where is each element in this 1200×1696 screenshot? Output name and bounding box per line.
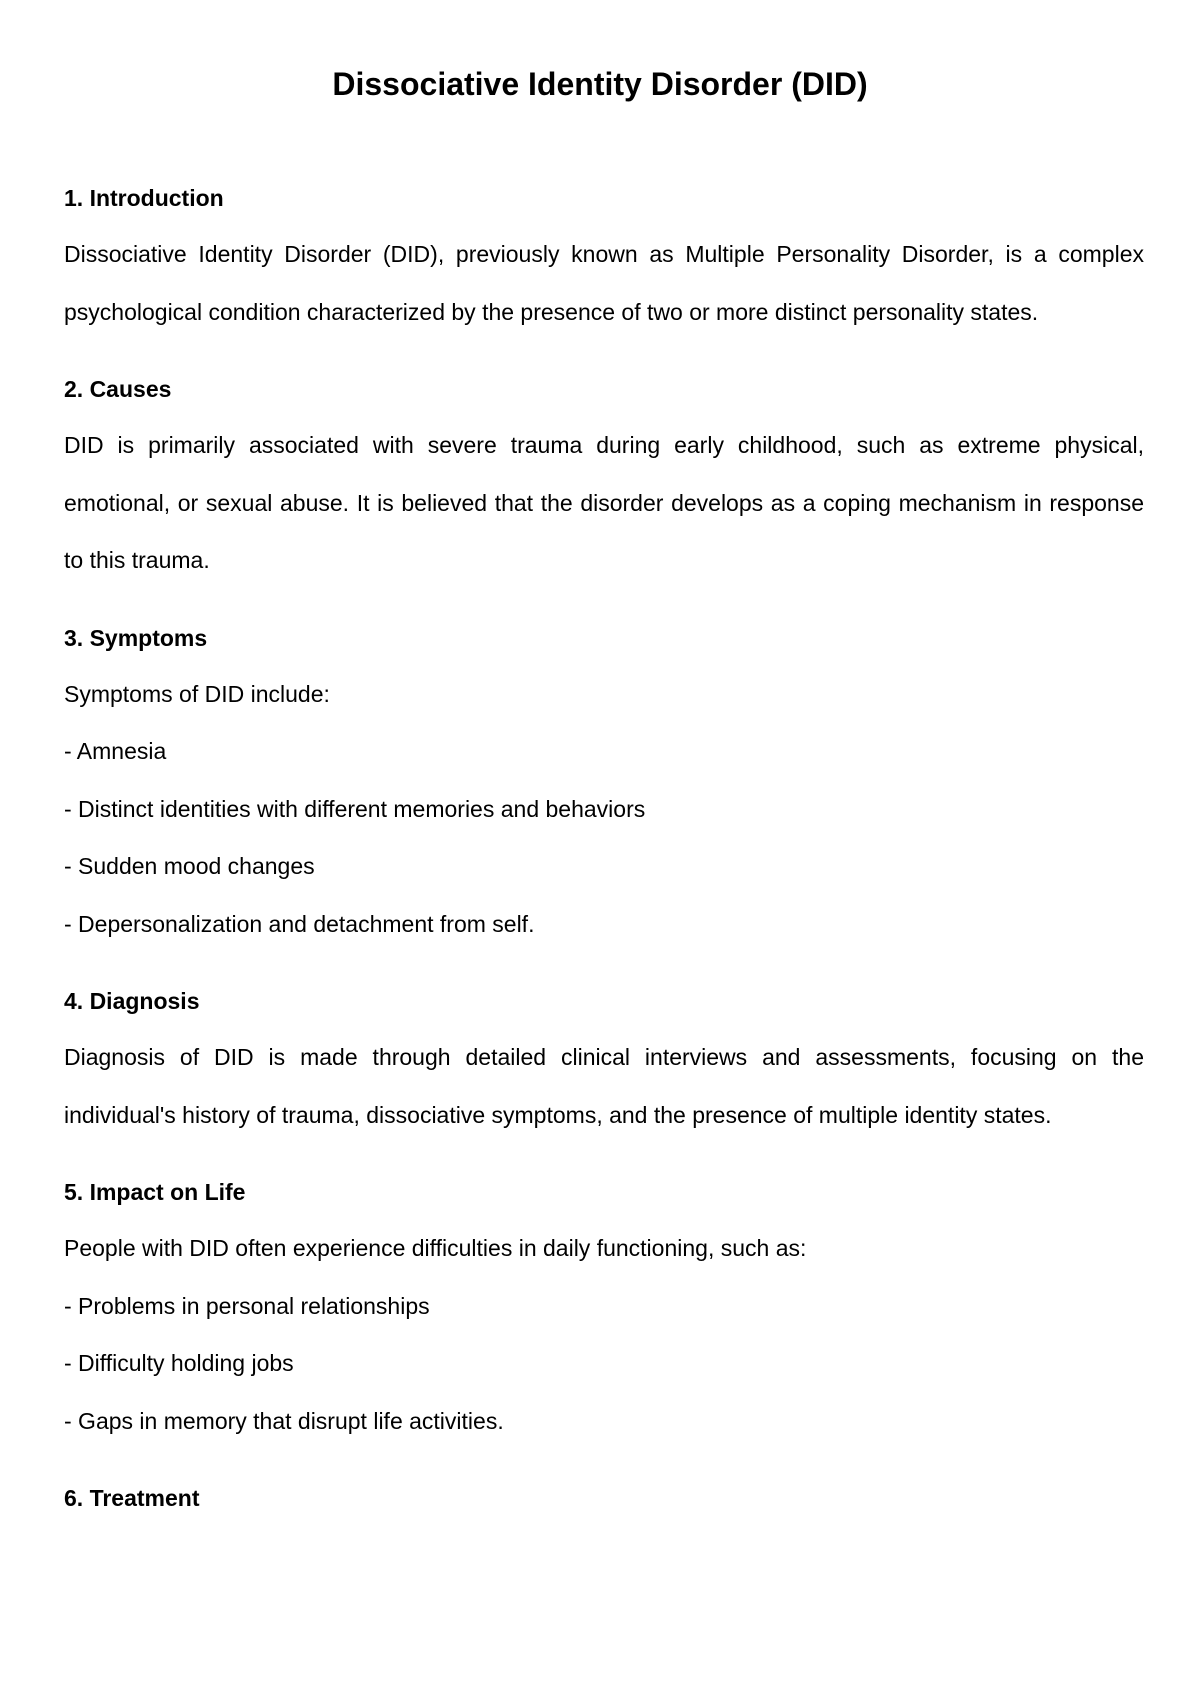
list-item: - Amnesia [64, 738, 167, 764]
section-intro: People with DID often experience difficulties in daily functioning, such as: [64, 1235, 807, 1261]
section-paragraph: DID is primarily associated with severe trauma during early childhood, such as extreme physical, emotional, or sexual abuse. It is believed that the disorder develops as a coping mechanism in response to this trauma. [64, 432, 1144, 573]
list-item: - Sudden mood changes [64, 853, 315, 879]
section-treatment [64, 1478, 1144, 1518]
document-title: Dissociative Identity Disorder (DID) [332, 66, 868, 102]
list-item: - Distinct identities with different memories and behaviors [64, 795, 646, 822]
list-item: - Depersonalization and detachment from self. [64, 910, 535, 937]
section-heading: 3. Symptoms [64, 624, 208, 651]
document-body [64, 178, 1144, 1518]
list-item: - Difficulty holding jobs [64, 1350, 294, 1376]
section-heading: 4. Diagnosis [64, 988, 200, 1014]
section-heading: 5. Impact on Life [64, 1179, 246, 1205]
section-introduction [64, 178, 1144, 341]
section-intro: Symptoms of DID include: [64, 680, 330, 707]
section-causes [64, 369, 1144, 590]
list-item: - Gaps in memory that disrupt life activities. [64, 1407, 504, 1434]
section-symptoms [64, 618, 1144, 954]
section-paragraph: Dissociative Identity Disorder (DID), previously known as Multiple Personality Disorder, is a complex psychological condition characterized by the presence of two or more distinct personality states. [64, 241, 1144, 325]
section-heading: 6. Treatment [64, 1485, 200, 1511]
section-heading: 2. Causes [64, 376, 172, 402]
section-diagnosis [64, 981, 1144, 1144]
section-impact-on-life [64, 1172, 1144, 1450]
list-item: - Problems in personal relationships [64, 1292, 430, 1319]
section-heading: 1. Introduction [64, 185, 224, 211]
section-paragraph: Diagnosis of DID is made through detailed clinical interviews and assessments, focusing on the individual's history of trauma, dissociative symptoms, and the presence of multiple identity states. [64, 1044, 1144, 1128]
